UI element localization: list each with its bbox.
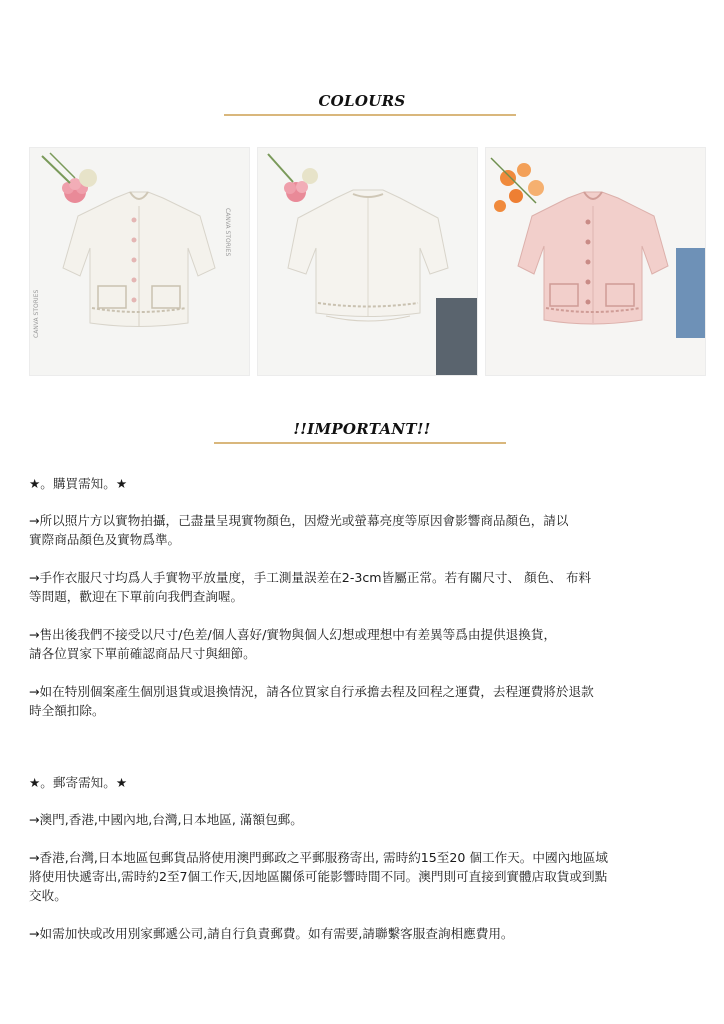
- shipping-note: →澳門,香港,中國內地,台灣,日本地區, 滿額包郵。: [29, 812, 303, 827]
- shipping-note: →如需加快或改用別家郵遞公司,請自行負責郵費。如有需要,請聯繫客服查詢相應費用。: [29, 926, 514, 941]
- purchase-note: →如在特別個案產生個別退貨或退換情況，請各位買家自行承擔去程及回程之運費，去程運費將於退款 時全額扣除。: [29, 684, 594, 718]
- purchase-note: →售出後我們不接受以尺寸/色差/個人喜好/實物與個人幻想或理想中有差異等爲由提供退換貨， 請各位買家下單前確認商品尺寸與細節。: [29, 627, 557, 661]
- shipping-notice: [29, 773, 669, 943]
- colours-heading-rule: [224, 114, 516, 116]
- important-heading-rule: [214, 442, 506, 444]
- shipping-notice-title: ★。郵寄需知。★: [29, 775, 128, 790]
- watermark-text: CANVA STORIES: [224, 208, 231, 257]
- important-heading: !!IMPORTANT!!: [293, 420, 431, 438]
- white-jacket-back-photo: [257, 147, 478, 376]
- pink-jacket-front-photo: [485, 147, 706, 376]
- purchase-note: →所以照片方以實物拍攝，己盡量呈現實物顏色，因燈光或螢幕亮度等原因會影響商品顏色，請以 實際商品顏色及實物爲準。: [29, 513, 569, 547]
- watermark-text: CANVA STORIES: [33, 289, 40, 338]
- white-jacket-front-photo: [29, 147, 250, 376]
- colours-heading: COLOURS: [318, 92, 406, 110]
- purchase-notice-title: ★。購買需知。★: [29, 476, 128, 491]
- purchase-note: →手作衣服尺寸均爲人手實物平放量度，手工測量誤差在2-3cm皆屬正常。若有關尺寸、 顏色、 布料 等問題，歡迎在下單前向我們查詢喔。: [29, 570, 592, 604]
- shipping-note: →香港,台灣,日本地區包郵貨品將使用澳門郵政之平郵服務寄出, 需時約15至20 個工作天。中國內地區域 將使用快遞寄出,需時約2至7個工作天,因地區關係可能影響時間不同。澳門則可直接到實體店取貨或到點 交收。: [29, 850, 608, 903]
- purchase-notice: [29, 474, 669, 720]
